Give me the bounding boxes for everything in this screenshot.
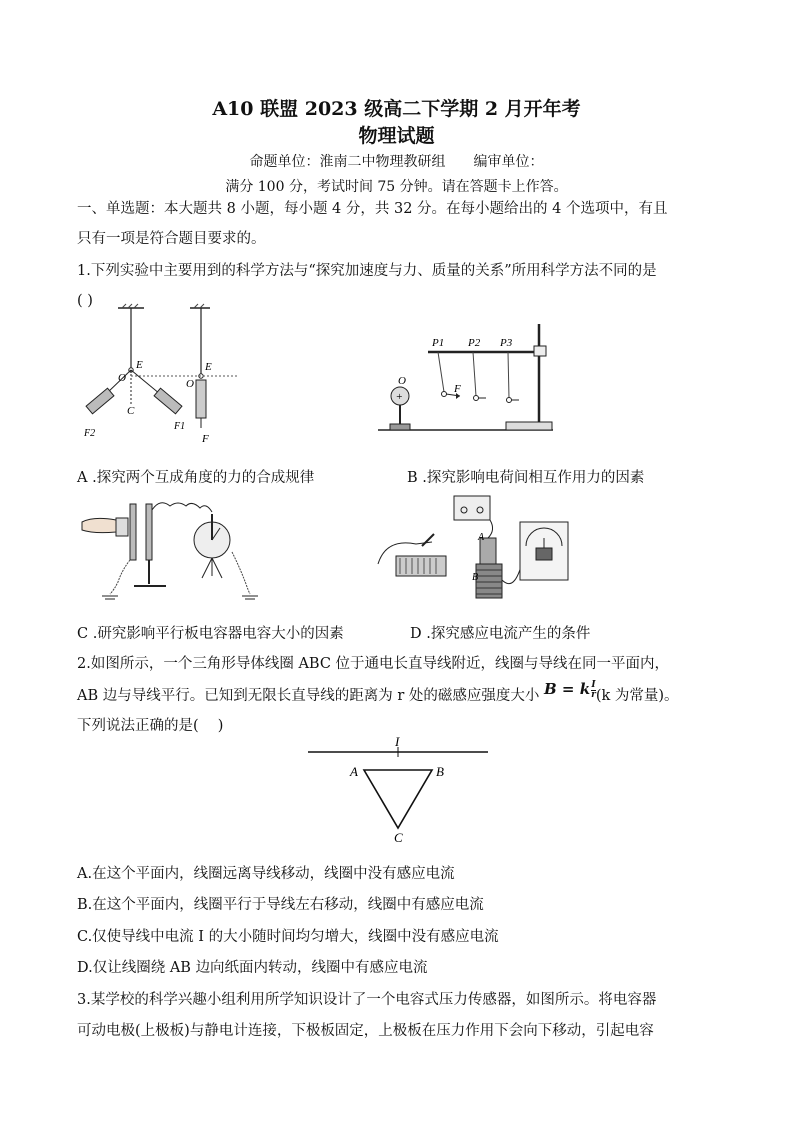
q2-stem-2	[77, 679, 679, 706]
label-o1: O	[118, 372, 126, 384]
label-e1: E	[136, 359, 143, 371]
q1-stem-2: ( )	[77, 293, 93, 309]
label-c: C	[127, 405, 135, 417]
q2-option-d[interactable]: D.仅让线圈绕 AB 边向纸面内转动，线圈中有感应电流	[77, 960, 428, 976]
q1-figure-d	[376, 494, 586, 608]
formula-numerator: I	[591, 679, 596, 690]
label-force: F	[454, 383, 461, 395]
q1-option-c[interactable]: C .研究影响平行板电容器电容大小的因素	[77, 626, 344, 642]
label-p3: P3	[500, 337, 513, 349]
q1-option-b[interactable]: B .探究影响电荷间相互作用力的因素	[407, 470, 645, 486]
label-f: F	[202, 433, 209, 445]
exam-units: 命题单位：淮南二中物理教研组 编审单位：	[249, 154, 544, 170]
q1-figure-a	[78, 306, 238, 446]
exam-title: A10 联盟 2023 级高二下学期 2 月开年考	[212, 98, 581, 120]
subject-title: 物理试题	[358, 125, 435, 147]
q2-stem-1: 2.如图所示，一个三角形导体线圈 ABC 位于通电长直导线附近，线圈与导线在同一平面内，	[77, 656, 670, 672]
magnetic-field-formula	[544, 679, 596, 700]
label-f2: F2	[84, 428, 96, 439]
label-o: O	[398, 375, 406, 387]
q1-option-a[interactable]: A .探究两个互成角度的力的合成规律	[77, 470, 315, 486]
q2-option-a[interactable]: A.在这个平面内，线圈远离导线移动，线圈中没有感应电流	[77, 866, 455, 882]
q2-figure	[308, 734, 490, 848]
q2-option-c[interactable]: C.仅使导线中电流 I 的大小随时间均匀增大，线圈中没有感应电流	[77, 929, 499, 945]
label-o2: O	[186, 378, 194, 390]
label-p2: P2	[468, 337, 481, 349]
section-instruction-1: 一、单选题：本大题共 8 小题，每小题 4 分，共 32 分。在每小题给出的 4 个选项中，有且	[77, 201, 668, 217]
label-vertex-c: C	[394, 830, 403, 845]
label-f1: F1	[174, 421, 186, 432]
q1-option-d[interactable]: D .探究感应电流产生的条件	[410, 626, 591, 642]
label-coil-a: A	[478, 532, 485, 543]
q2-stem-2-text: AB 边与导线平行。已知到无限长直导线的距离为 r 处的磁感应强度大小	[77, 688, 540, 704]
q3-stem-2: 可动电极(上极板)与静电计连接，下极板固定，上极板在压力作用下会向下移动，引起电容	[77, 1023, 654, 1039]
q1-figure-c	[82, 498, 262, 608]
section-instruction-2: 只有一项是符合题目要求的。	[77, 231, 266, 247]
svg-text:+: +	[395, 391, 403, 403]
exam-info: 满分 100 分，考试时间 75 分钟。请在答题卡上作答。	[225, 179, 568, 195]
q2-stem-3: 下列说法正确的是( )	[77, 718, 224, 734]
formula-lhs: B = k	[544, 680, 591, 698]
formula-denominator: r	[591, 689, 596, 700]
label-current-i: I	[395, 734, 400, 749]
label-vertex-b: B	[436, 764, 444, 779]
q3-stem-1: 3.某学校的科学兴趣小组利用所学知识设计了一个电容式压力传感器，如图所示。将电容器	[77, 992, 657, 1008]
label-vertex-a: A	[350, 764, 358, 779]
q2-stem-2-tail: (k 为常量)。	[595, 688, 679, 704]
label-e2: E	[205, 361, 212, 373]
label-p1: P1	[432, 337, 445, 349]
q1-stem-1: 1.下列实验中主要用到的科学方法与“探究加速度与力、质量的关系”所用科学方法不同的是	[77, 263, 657, 279]
label-coil-b: B	[472, 572, 479, 583]
q1-figure-b	[378, 322, 558, 437]
q2-option-b[interactable]: B.在这个平面内，线圈平行于导线左右移动，线圈中有感应电流	[77, 897, 484, 913]
